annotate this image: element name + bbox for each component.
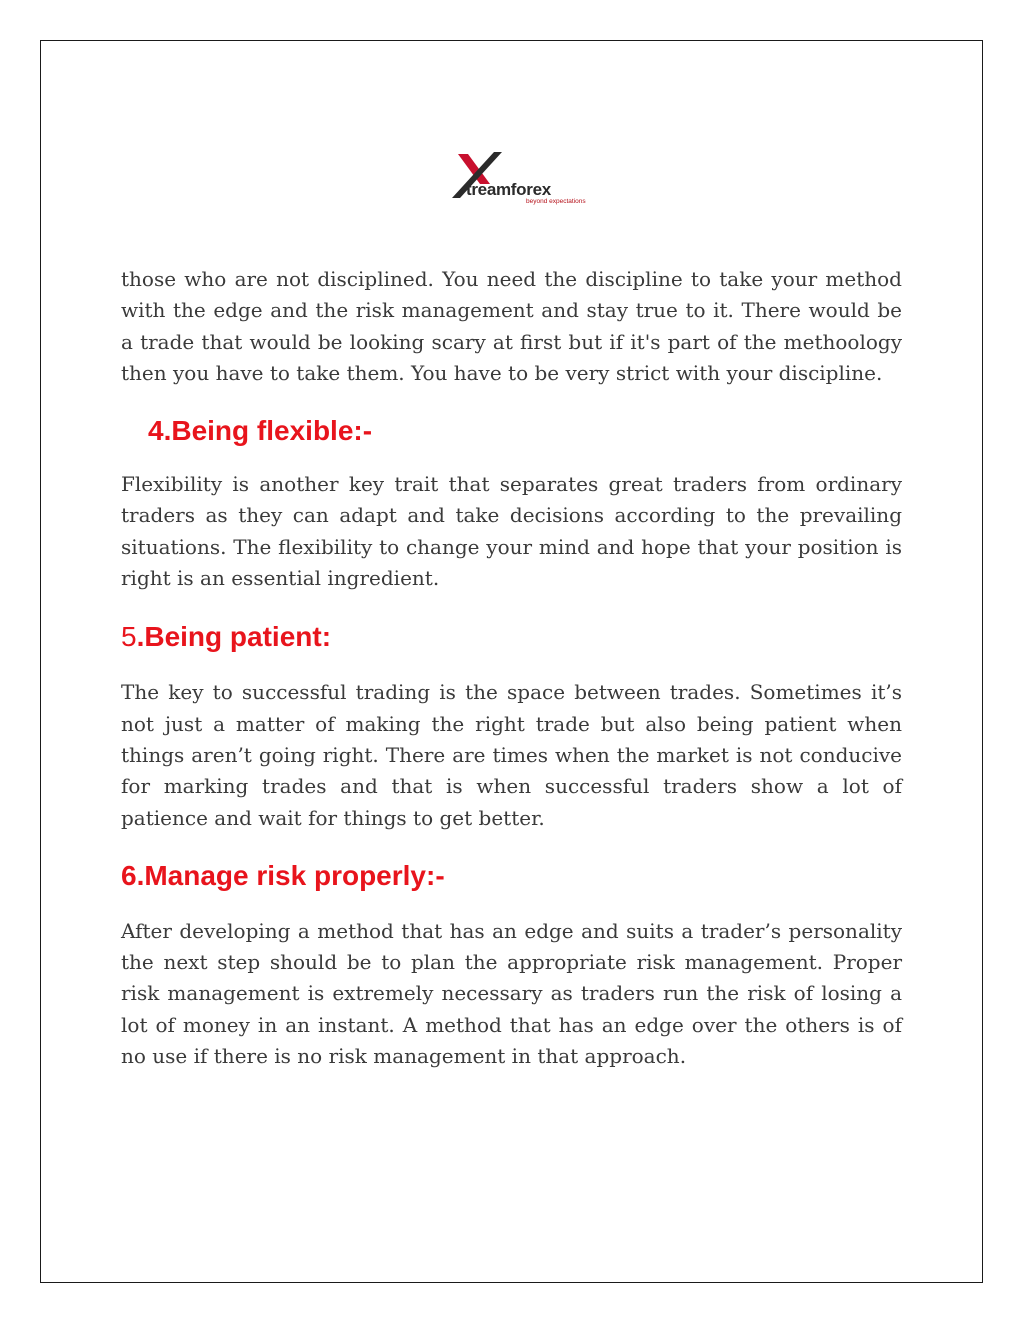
heading-being-patient <box>121 619 902 655</box>
logo-brand-text: treamforex <box>466 180 551 199</box>
intro-paragraph: those who are not disciplined. You need the discipline to take your method with the edge and the risk management and stay true to it. There would be a trade that would be looking scary at first but if it's part of the methoology then you have to take them. You have to be very strict with your discipline. <box>121 267 902 385</box>
document-body <box>121 264 902 1072</box>
flexible-paragraph: Flexibility is another key trait that separates great traders from ordinary traders as they can adapt and take decisions according to the prevailing situations. The flexibility to change your mind and hope that your position is right is an essential ingredient. <box>121 472 902 591</box>
heading-number: 5 <box>121 621 137 653</box>
logo-tagline: beyond expectations <box>526 198 586 205</box>
heading-manage-risk: 6.Manage risk properly:- <box>121 859 445 891</box>
patient-paragraph: The key to successful trading is the space between trades. Sometimes it’s not just a matter of making the right trade but also being patient when things aren’t going right. There are times when the market is not conducive for marking trades and that is when successful traders show a lot of patience and wait for things to get better. <box>121 680 902 830</box>
heading-being-flexible: 4.Being flexible:- <box>148 415 373 447</box>
heading-text: .Being patient: <box>136 621 332 653</box>
risk-paragraph: After developing a method that has an edge and suits a trader’s personality the next step should be to plan the appropriate risk management. Proper risk management is extremely necessary as traders run the risk of losing a lot of money in an instant. A method that has an edge over the others is of no use if there is no risk management in that approach. <box>121 918 902 1069</box>
xtreamforex-logo <box>448 150 586 210</box>
